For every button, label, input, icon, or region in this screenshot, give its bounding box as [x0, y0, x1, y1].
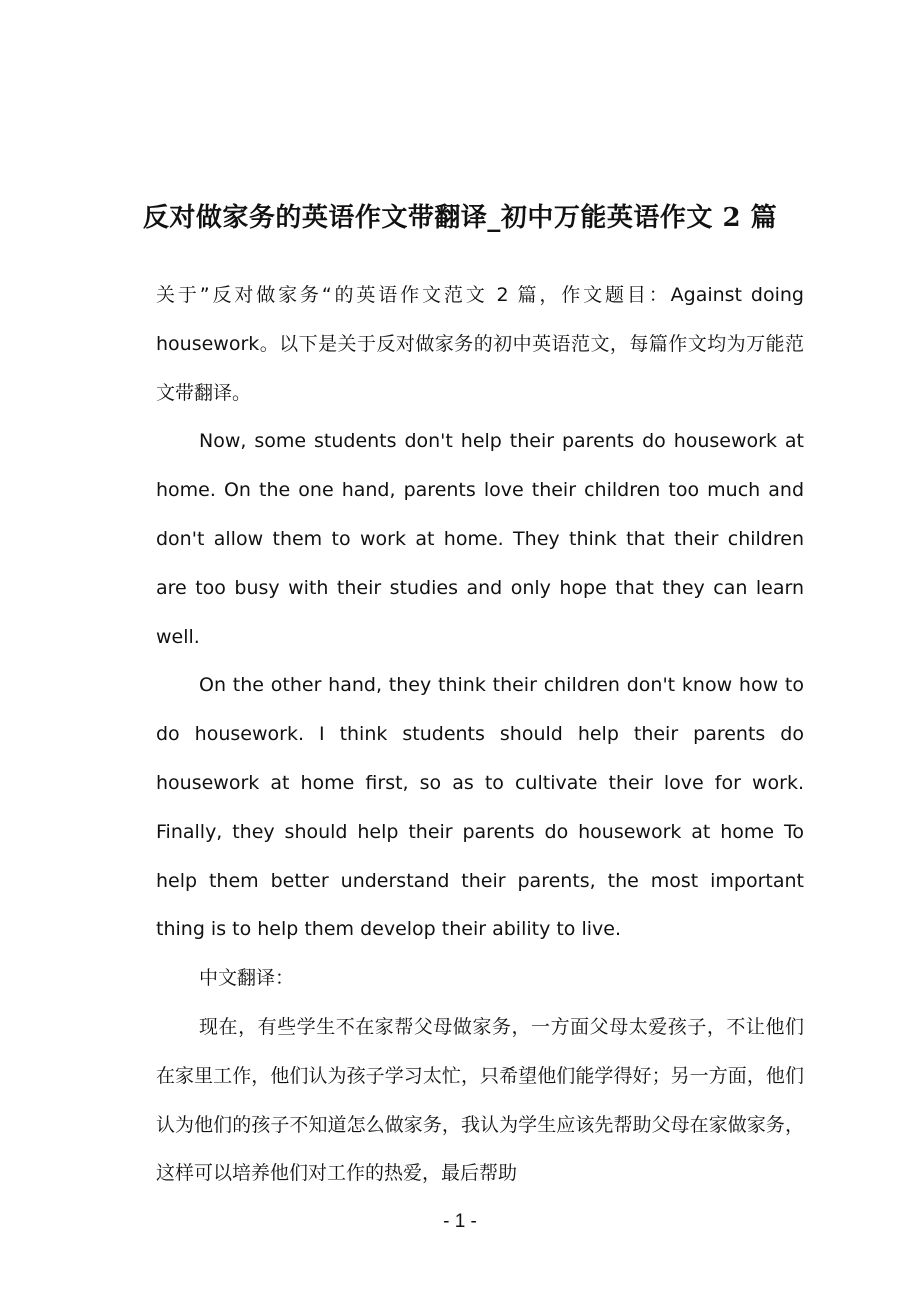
essay-paragraph-2: On the other hand, they think their children don't know how to do housework. I think students should help their parents do housework at home first, so as to cultivate their love for work. Finally, they should help their parents do housework at home To help them better understand their parents, the most important thing is to help them develop their ability to live.	[156, 674, 804, 941]
document-title: 反对做家务的英语作文带翻译_初中万能英语作文 2 篇	[142, 203, 778, 233]
document-body	[156, 271, 804, 1198]
intro-paragraph: 关于”反对做家务“的英语作文范文 2 篇，作文题目：Against doing housework。以下是关于反对做家务的初中英语范文，每篇作文均为万能范文带翻译。	[156, 284, 804, 404]
translation-paragraph: 现在，有些学生不在家帮父母做家务，一方面父母太爱孩子，不让他们在家里工作，他们认为孩子学习太忙，只希望他们能学得好；另一方面，他们认为他们的孩子不知道怎么做家务，我认为学生应该先帮助父母在家做家务，这样可以培养他们对工作的热爱，最后帮助	[156, 1015, 804, 1185]
page-number: - 1 -	[443, 1211, 477, 1232]
translation-heading: 中文翻译：	[199, 967, 295, 990]
essay-paragraph-1: Now, some students don't help their parents do housework at home. On the one hand, parents love their children too much and don't allow them to work at home. They think that their children are too busy with their studies and only hope that they can learn well.	[156, 430, 804, 648]
